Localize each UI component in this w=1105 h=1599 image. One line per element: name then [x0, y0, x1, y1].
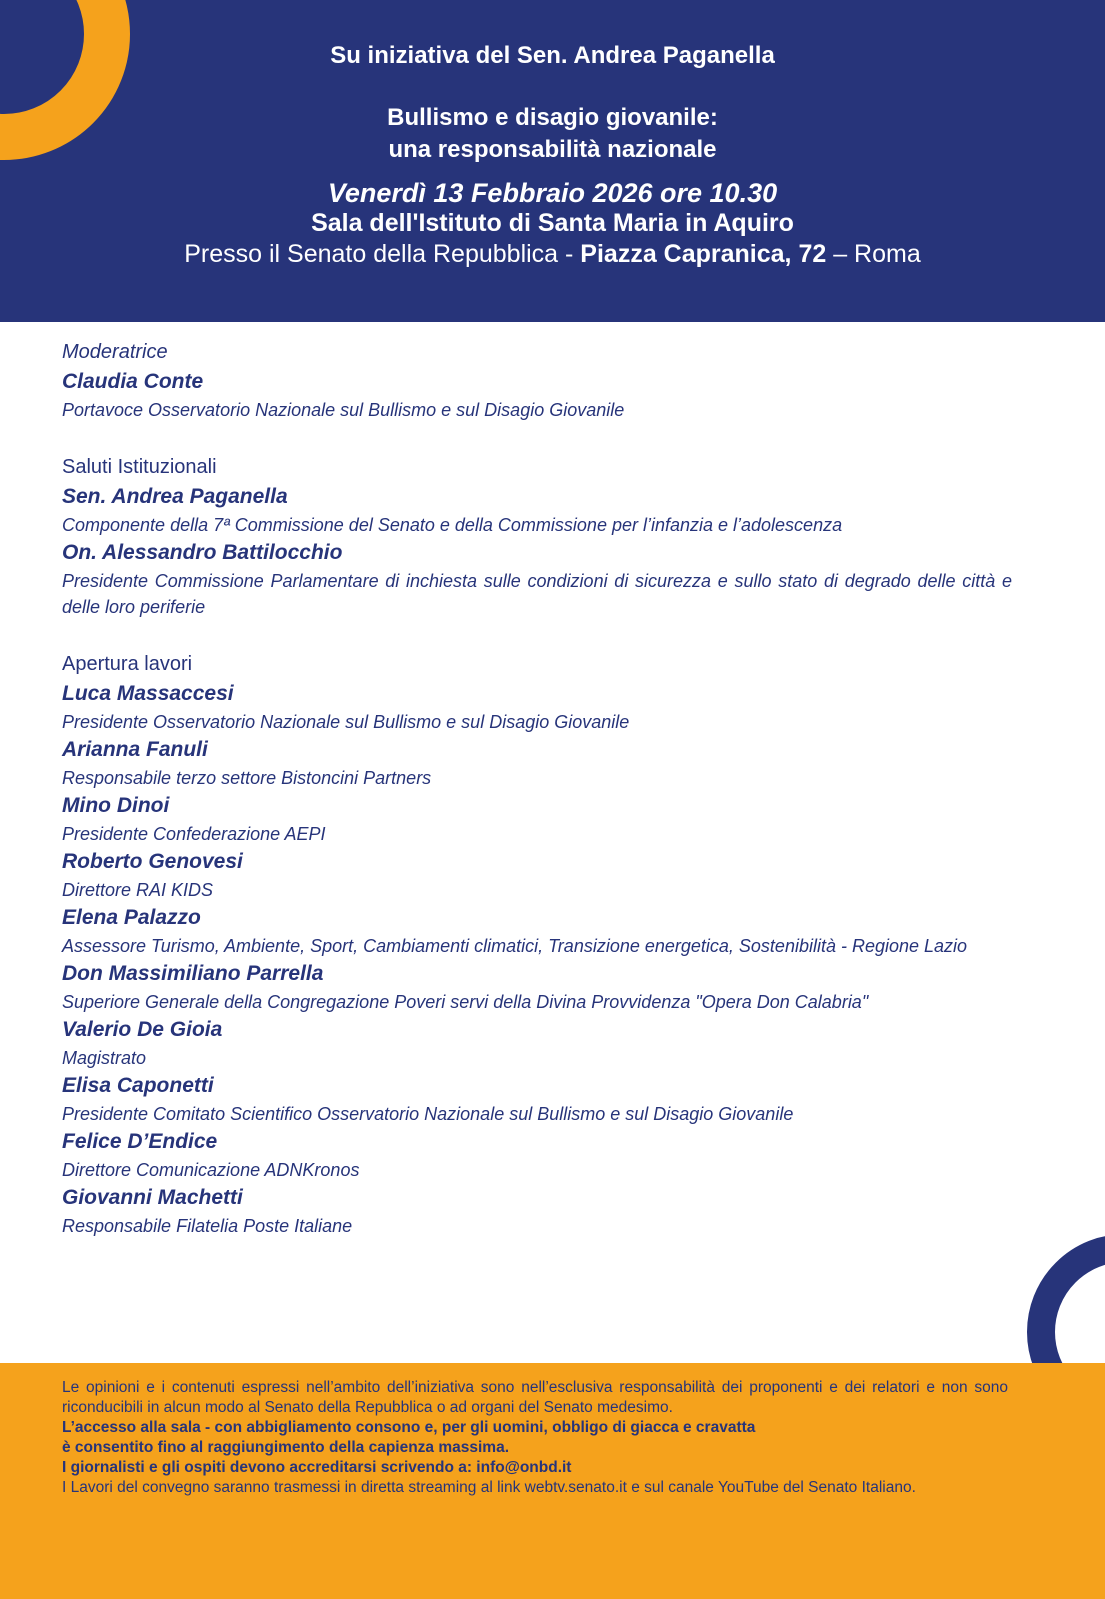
speaker-entry: [62, 1015, 1012, 1071]
event-venue: Sala dell'Istituto di Santa Maria in Aquiro: [311, 209, 794, 237]
speaker-name: Claudia Conte: [62, 370, 204, 393]
speaker-name: Valerio De Gioia: [62, 1018, 223, 1041]
speaker-entry: [62, 482, 1012, 538]
section-title: Apertura lavori: [62, 653, 193, 675]
speaker-role: Portavoce Osservatorio Nazionale sul Bullismo e sul Disagio Giovanile: [62, 400, 625, 420]
speaker-role: Direttore Comunicazione ADNKronos: [62, 1160, 360, 1180]
speaker-entry: [62, 367, 1012, 423]
speaker-entry: [62, 679, 1012, 735]
speaker-list: [62, 367, 1012, 423]
accreditation-notice: I giornalisti e gli ospiti devono accreditarsi scrivendo a: info@onbd.it: [62, 1459, 572, 1476]
section-title: Moderatrice: [62, 341, 168, 363]
speaker-list: [62, 482, 1012, 620]
access-notice-line1: L’accesso alla sala - con abbigliamento consono e, per gli uomini, obbligo di giacca e cravatta: [62, 1419, 756, 1436]
speaker-role: Direttore RAI KIDS: [62, 880, 214, 900]
speaker-entry: [62, 959, 1012, 1015]
speaker-role: Responsabile Filatelia Poste Italiane: [62, 1216, 353, 1236]
speaker-name: Luca Massaccesi: [62, 682, 234, 705]
disclaimer-text: Le opinioni e i contenuti espressi nell’ambito dell’iniziativa sono nell’esclusiva responsabilità dei proponenti e dei relatori e non sono riconducibili in alcun modo al Senato della Repubblica o ad organi del Senato medesimo.: [62, 1379, 1008, 1416]
speaker-name: Roberto Genovesi: [62, 850, 243, 873]
speaker-name: On. Alessandro Battilocchio: [62, 541, 343, 564]
speaker-entry: [62, 1127, 1012, 1183]
speaker-role: Presidente Comitato Scientifico Osservatorio Nazionale sul Bullismo e sul Disagio Giovanile: [62, 1104, 794, 1124]
speaker-entry: [62, 735, 1012, 791]
speaker-name: Elena Palazzo: [62, 906, 201, 929]
footer-text: [62, 1378, 1008, 1498]
speaker-entry: [62, 1183, 1012, 1239]
speaker-role: Superiore Generale della Congregazione Poveri servi della Divina Provvidenza "Opera Don Calabria": [62, 992, 869, 1012]
speaker-entry: [62, 538, 1012, 620]
program: [62, 337, 1012, 1239]
event-date: Venerdì 13 Febbraio 2026 ore 10.30: [327, 178, 778, 208]
speaker-entry: [62, 903, 1012, 959]
speaker-name: Felice D’Endice: [62, 1130, 218, 1153]
address-street: Piazza Capranica, 72: [580, 240, 827, 268]
speaker-role: Componente della 7ª Commissione del Senato e della Commissione per l’infanzia e l’adolescenza: [62, 515, 843, 535]
speaker-role: Presidente Confederazione AEPI: [62, 824, 326, 844]
event-address: [0, 240, 1105, 269]
section-apertura: [62, 649, 1012, 1239]
event-title-line2: una responsabilità nazionale: [388, 136, 717, 163]
section-moderatrice: [62, 337, 1012, 423]
speaker-name: Elisa Caponetti: [62, 1074, 214, 1097]
speaker-role: Presidente Osservatorio Nazionale sul Bullismo e sul Disagio Giovanile: [62, 712, 630, 732]
section-saluti: [62, 452, 1012, 620]
speaker-list: [62, 679, 1012, 1239]
section-title: Saluti Istituzionali: [62, 456, 217, 478]
speaker-role: Presidente Commissione Parlamentare di inchiesta sulle condizioni di sicurezza e sullo stato di degrado delle città e delle loro periferie: [62, 571, 1012, 617]
speaker-name: Arianna Fanuli: [62, 738, 208, 761]
speaker-name: Mino Dinoi: [62, 794, 170, 817]
initiative-line: Su iniziativa del Sen. Andrea Paganella: [330, 42, 775, 69]
access-notice-line2: è consentito fino al raggiungimento della capienza massima.: [62, 1439, 510, 1456]
speaker-entry: [62, 1071, 1012, 1127]
streaming-notice: I Lavori del convegno saranno trasmessi in diretta streaming al link webtv.senato.it e sul canale YouTube del Senato Italiano.: [62, 1479, 916, 1496]
speaker-entry: [62, 847, 1012, 903]
event-title-line1: Bullismo e disagio giovanile:: [387, 104, 718, 131]
speaker-name: Sen. Andrea Paganella: [62, 485, 288, 508]
footer-notice: [0, 1363, 1105, 1599]
speaker-entry: [62, 791, 1012, 847]
speaker-role: Magistrato: [62, 1048, 147, 1068]
address-city: – Roma: [826, 240, 921, 268]
speaker-name: Don Massimiliano Parrella: [62, 962, 324, 985]
header-banner: [0, 0, 1105, 322]
speaker-role: Responsabile terzo settore Bistoncini Partners: [62, 768, 432, 788]
speaker-name: Giovanni Machetti: [62, 1186, 243, 1209]
speaker-role: Assessore Turismo, Ambiente, Sport, Cambiamenti climatici, Transizione energetica, Sostenibilità - Regione Lazio: [62, 936, 968, 956]
address-prefix: Presso il Senato della Repubblica -: [184, 240, 581, 268]
